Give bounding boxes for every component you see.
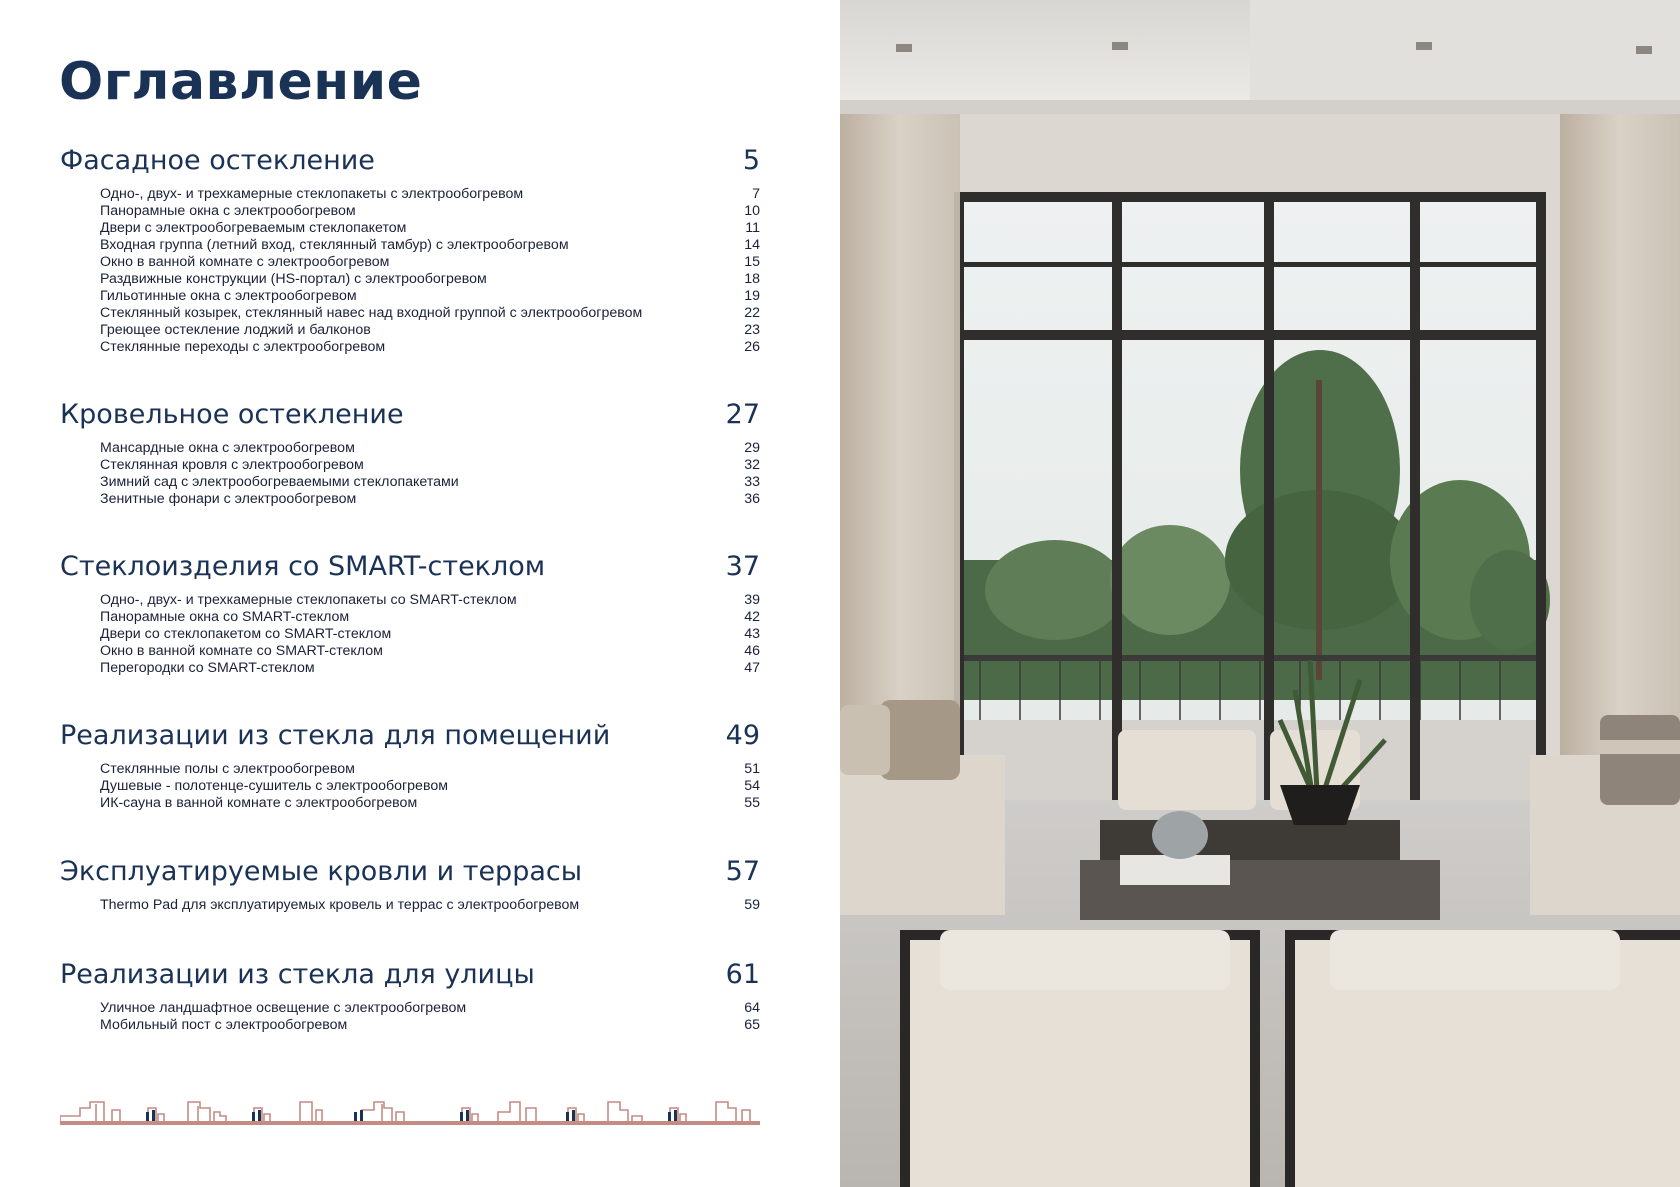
section-title: Эксплуатируемые кровли и террасы [60, 856, 583, 887]
toc-entry-label: Стеклянные полы с электрообогревом [100, 761, 355, 777]
toc-entry-page-number: 7 [752, 186, 760, 202]
toc-entry[interactable] [60, 254, 760, 271]
section-heading[interactable] [60, 719, 760, 753]
toc-section-indoor [60, 719, 760, 812]
toc-entry[interactable] [60, 1017, 760, 1034]
section-title: Фасадное остекление [60, 145, 375, 176]
toc-entry[interactable] [60, 322, 760, 339]
toc-entry[interactable] [60, 220, 760, 237]
section-items [60, 186, 760, 356]
page-title: Оглавление [59, 52, 423, 112]
toc-entry-label: ИК-сауна в ванной комнате с электрообогревом [100, 795, 418, 811]
toc-entry[interactable] [60, 457, 760, 474]
toc-entry-label: Стеклянные переходы с электрообогревом [100, 339, 386, 355]
section-items [60, 1000, 760, 1034]
coffee-table [1080, 811, 1440, 920]
toc-entry-page-number: 23 [744, 322, 760, 338]
toc-entry-page-number: 43 [744, 626, 760, 642]
interior-photo [840, 0, 1680, 1187]
toc-entry-page-number: 11 [745, 220, 760, 236]
toc-entry-page-number: 14 [744, 237, 760, 253]
toc-entry[interactable] [60, 203, 760, 220]
section-page-number: 37 [725, 551, 760, 582]
skyline-buildings [60, 1102, 750, 1121]
ceiling-light-icon [1416, 42, 1432, 50]
toc-section-roof [60, 398, 760, 508]
toc-entry[interactable] [60, 288, 760, 305]
section-items [60, 761, 760, 812]
toc-entry[interactable] [60, 626, 760, 643]
section-heading[interactable] [60, 958, 760, 992]
section-title: Реализации из стекла для помещений [60, 720, 611, 751]
toc-entry-label: Мансардные окна с электрообогревом [100, 440, 355, 456]
toc-entry-label: Окно в ванной комнате с электрообогревом [100, 254, 390, 270]
toc-entry-label: Душевые - полотенце-сушитель с электрообогревом [100, 778, 448, 794]
city-skyline-divider [60, 1094, 760, 1128]
toc-entry[interactable] [60, 592, 760, 609]
toc-entry[interactable] [60, 778, 760, 795]
ceiling-light-icon [1112, 42, 1128, 50]
section-title: Стеклоизделия со SMART-стеклом [60, 551, 546, 582]
toc-entry-label: Thermo Pad для эксплуатируемых кровель и террас с электрообогревом [100, 897, 580, 913]
living-room-photo [840, 0, 1680, 1187]
toc-section-smart-glass [60, 550, 760, 677]
toc-entry-page-number: 15 [744, 254, 760, 270]
section-title: Реализации из стекла для улицы [60, 959, 535, 990]
section-heading[interactable] [60, 550, 760, 584]
toc-entry-label: Зимний сад с электрообогреваемыми стеклопакетами [100, 474, 459, 490]
toc-entry-label: Мобильный пост с электрообогревом [100, 1017, 348, 1033]
toc-entry-label: Стеклянная кровля с электрообогревом [100, 457, 364, 473]
toc-entry-page-number: 19 [744, 288, 760, 304]
section-heading[interactable] [60, 398, 760, 432]
toc-entry-label: Уличное ландшафтное освещение с электрообогревом [100, 1000, 467, 1016]
section-items [60, 592, 760, 677]
toc-entry-page-number: 39 [744, 592, 760, 608]
toc-entry[interactable] [60, 474, 760, 491]
toc-entry[interactable] [60, 305, 760, 322]
toc-entry-label: Двери со стеклопакетом со SMART-стеклом [100, 626, 392, 642]
toc-entry[interactable] [60, 1000, 760, 1017]
toc-entry-page-number: 46 [744, 643, 760, 659]
toc-entry[interactable] [60, 761, 760, 778]
toc-entry-label: Входная группа (летний вход, стеклянный тамбур) с электрообогревом [100, 237, 569, 253]
section-page-number: 61 [725, 959, 760, 990]
section-page-number: 27 [725, 399, 760, 430]
toc-entry[interactable] [60, 440, 760, 457]
toc-entry[interactable] [60, 660, 760, 677]
toc-entry-page-number: 33 [744, 474, 760, 490]
toc-entry-page-number: 64 [744, 1000, 760, 1016]
section-items [60, 440, 760, 508]
toc-section-terraces [60, 855, 760, 914]
toc-entry-label: Одно-, двух- и трехкамерные стеклопакеты со SMART-стеклом [100, 592, 517, 608]
toc-entry-label: Одно-, двух- и трехкамерные стеклопакеты с электрообогревом [100, 186, 524, 202]
toc-entry-label: Панорамные окна с электрообогревом [100, 203, 356, 219]
toc-entry-label: Окно в ванной комнате со SMART-стеклом [100, 643, 383, 659]
toc-entry[interactable] [60, 897, 760, 914]
toc-entry-page-number: 54 [744, 778, 760, 794]
section-heading[interactable] [60, 855, 760, 889]
toc-entry[interactable] [60, 491, 760, 508]
toc-entry-page-number: 65 [744, 1017, 760, 1033]
toc-entry-page-number: 42 [744, 609, 760, 625]
toc-entry[interactable] [60, 237, 760, 254]
toc-entry-page-number: 10 [744, 203, 760, 219]
toc-entry-page-number: 47 [744, 660, 760, 676]
toc-entry-page-number: 22 [744, 305, 760, 321]
toc-entry-label: Перегородки со SMART-стеклом [100, 660, 315, 676]
toc-entry-label: Панорамные окна со SMART-стеклом [100, 609, 350, 625]
section-page-number: 57 [725, 856, 760, 887]
section-heading[interactable] [60, 144, 760, 178]
toc-entry[interactable] [60, 186, 760, 203]
armchairs-front [900, 930, 1680, 1187]
toc-entry-page-number: 51 [744, 761, 760, 777]
toc-entry-page-number: 36 [744, 491, 760, 507]
skyline-ground-line [60, 1121, 760, 1125]
toc-entry[interactable] [60, 643, 760, 660]
toc-entry-page-number: 18 [744, 271, 760, 287]
toc-entry[interactable] [60, 609, 760, 626]
toc-entry-label: Стеклянный козырек, стеклянный навес над входной группой с электрообогревом [100, 305, 643, 321]
toc-entry-page-number: 59 [744, 897, 760, 913]
toc-section-outdoor [60, 958, 760, 1034]
section-items [60, 897, 760, 914]
section-title: Кровельное остекление [60, 399, 404, 430]
toc-entry-label: Двери с электрообогреваемым стеклопакетом [100, 220, 407, 236]
toc-entry-page-number: 29 [744, 440, 760, 456]
toc-entry[interactable] [60, 339, 760, 356]
section-page-number: 5 [742, 145, 760, 176]
toc-entry-label: Раздвижные конструкции (HS-портал) с электрообогревом [100, 271, 487, 287]
toc-entry[interactable] [60, 795, 760, 812]
ceiling-light-icon [896, 44, 912, 52]
toc-entry-label: Зенитные фонари с электрообогревом [100, 491, 357, 507]
toc-entry-label: Греющее остекление лоджий и балконов [100, 322, 371, 338]
toc-section-facade [60, 144, 760, 356]
toc-entry-page-number: 55 [744, 795, 760, 811]
toc-entry-page-number: 32 [744, 457, 760, 473]
toc-entry[interactable] [60, 271, 760, 288]
ceiling-light-icon [1636, 46, 1652, 54]
toc-entry-label: Гильотинные окна с электрообогревом [100, 288, 357, 304]
toc-entry-page-number: 26 [744, 339, 760, 355]
section-page-number: 49 [725, 720, 760, 751]
